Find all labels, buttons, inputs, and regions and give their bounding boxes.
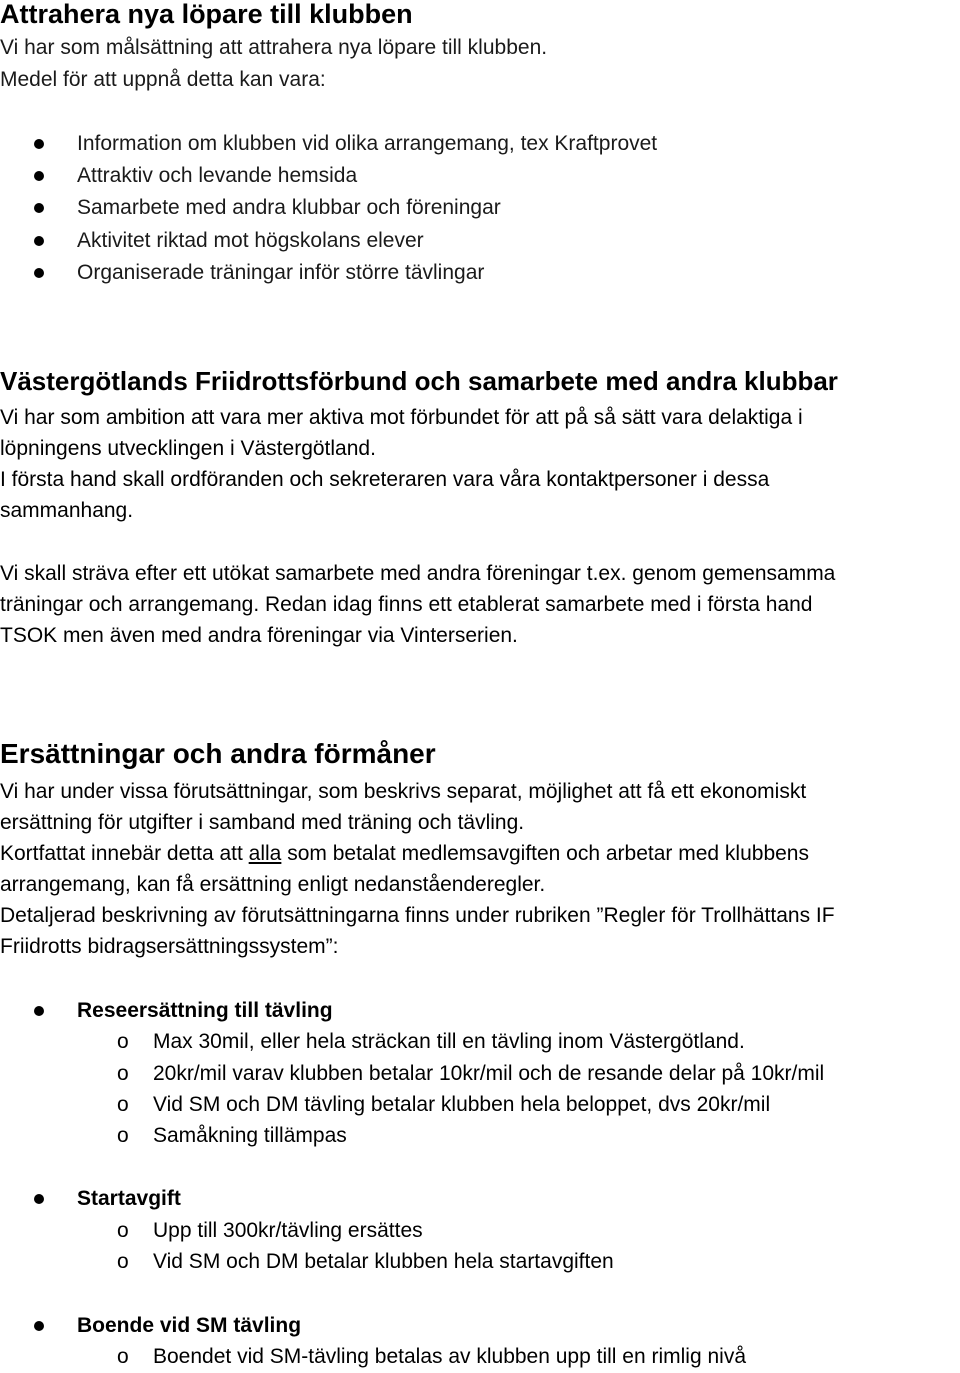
text-line: Medel för att uppnå detta kan vara: [0,68,326,91]
text-segment: som betalat medlemsavgiften och arbetar med klubbens [281,842,809,865]
text-line: arrangemang, kan få ersättning enligt nedanståenderegler. [0,873,546,896]
list-group-title: Startavgift [77,1187,181,1210]
list-item: Vid SM och DM betalar klubben hela startavgiften [153,1250,614,1273]
bullet-icon [34,203,44,213]
text-line: I första hand skall ordföranden och sekreteraren vara våra kontaktpersoner i dessa [0,468,770,491]
bullet-icon [34,1006,44,1016]
bullet-icon [34,1194,44,1204]
bullet-icon [34,171,44,181]
list-item: 20kr/mil varav klubben betalar 10kr/mil och de resande delar på 10kr/mil [153,1062,825,1085]
text-line: löpningens utvecklingen i Västergötland. [0,437,376,460]
bullet-icon [34,268,44,278]
text-line: TSOK men även med andra föreningar via Vinterserien. [0,624,518,647]
heading-attract-runners: Attrahera nya löpare till klubben [0,0,413,29]
sub-bullet-icon: o [117,1093,129,1116]
text-line: Vi har som målsättning att attrahera nya löpare till klubben. [0,36,548,59]
sub-bullet-icon: o [117,1124,129,1147]
text-line: ersättning för utgifter i samband med träning och tävling. [0,811,525,834]
sub-bullet-icon: o [117,1062,129,1085]
heading-compensation-benefits: Ersättningar och andra förmåner [0,738,436,769]
bullet-icon [34,236,44,246]
sub-bullet-icon: o [117,1345,129,1368]
list-item: Vid SM och DM tävling betalar klubben hela beloppet, dvs 20kr/mil [153,1093,771,1116]
sub-bullet-icon: o [117,1219,129,1242]
text-line: Detaljerad beskrivning av förutsättningarna finns under rubriken ”Regler för Trollhättans IF [0,904,835,927]
list-item: Max 30mil, eller hela sträckan till en tävling inom Västergötland. [153,1030,745,1053]
list-group-title: Reseersättning till tävling [77,999,333,1022]
list-item: Aktivitet riktad mot högskolans elever [77,229,424,252]
text-line: träningar och arrangemang. Redan idag finns ett etablerat samarbete med i första hand [0,593,813,616]
heading-federation-cooperation: Västergötlands Friidrottsförbund och samarbete med andra klubbar [0,366,838,396]
list-item: Samarbete med andra klubbar och föreningar [77,196,501,219]
list-item: Boendet vid SM-tävling betalas av klubben upp till en rimlig nivå [153,1345,746,1368]
bullet-icon [34,139,44,149]
sub-bullet-icon: o [117,1250,129,1273]
list-item: Information om klubben vid olika arrangemang, tex Kraftprovet [77,132,658,155]
text-line: Vi har som ambition att vara mer aktiva mot förbundet för att på så sätt vara delaktiga i [0,406,803,429]
list-item: Organiserade träningar inför större tävlingar [77,261,485,284]
text-line [0,838,809,869]
text-line: Friidrotts bidragsersättningssystem”: [0,935,339,958]
bullet-icon [34,1321,44,1331]
text-line: Vi har under vissa förutsättningar, som beskrivs separat, möjlighet att få ett ekonomiskt [0,780,807,803]
text-line: sammanhang. [0,499,134,522]
list-item: Samåkning tillämpas [153,1124,347,1147]
text-segment: Kortfattat innebär detta att [0,842,249,865]
text-line: Vi skall sträva efter ett utökat samarbete med andra föreningar t.ex. genom gemensamma [0,562,836,585]
list-item: Upp till 300kr/tävling ersättes [153,1219,423,1242]
underlined-word: alla [248,842,282,865]
list-item: Attraktiv och levande hemsida [77,164,358,187]
sub-bullet-icon: o [117,1030,129,1053]
list-group-title: Boende vid SM tävling [77,1314,302,1337]
